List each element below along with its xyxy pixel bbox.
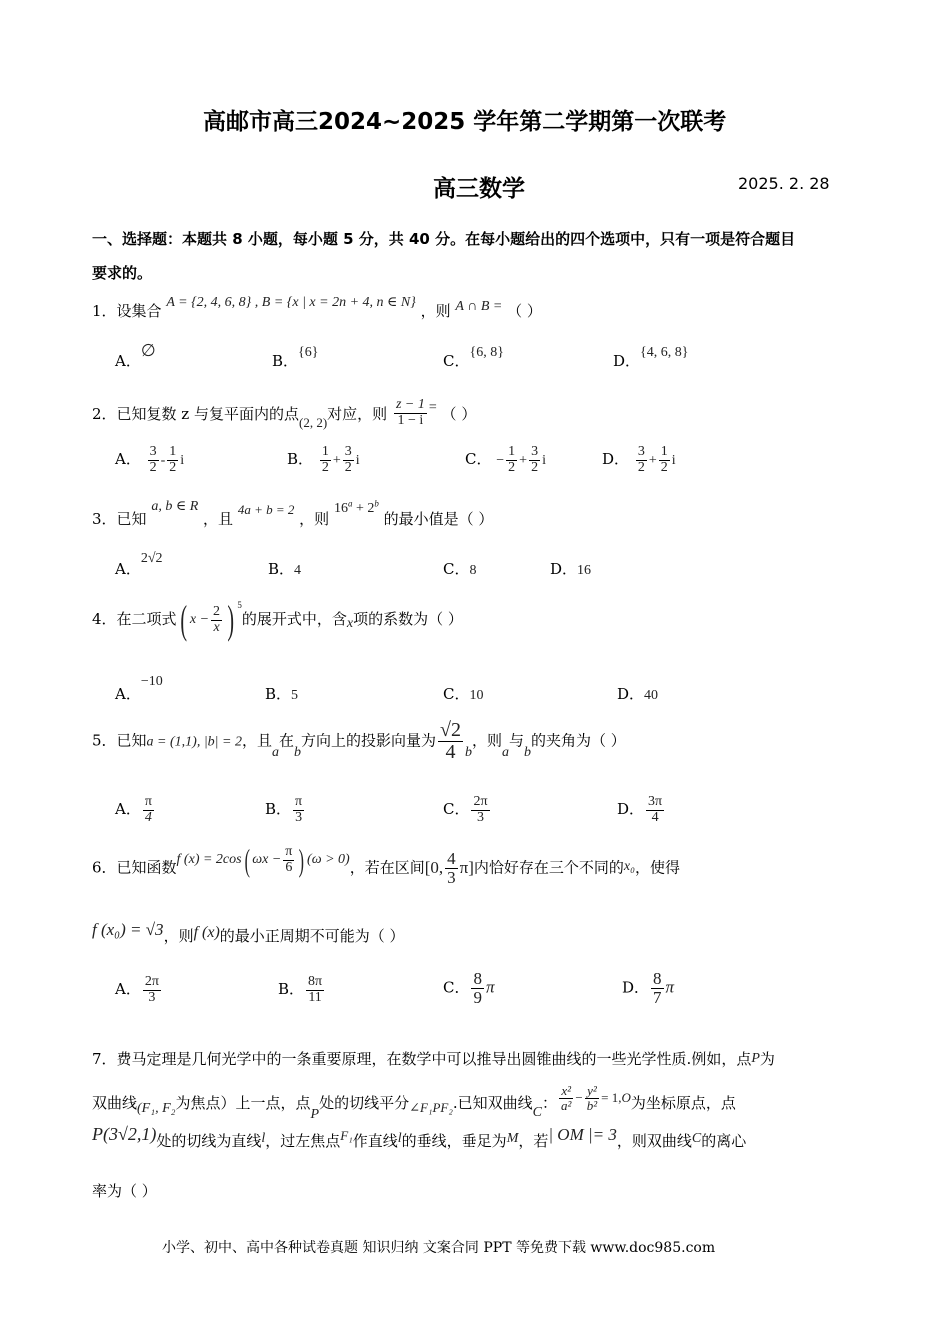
q7-point: P(3√2,1): [92, 1124, 157, 1144]
q3-cond2: 4a + b = 2: [237, 502, 295, 517]
q1-expr: A ∩ B =: [455, 299, 503, 314]
exam-date: 2025. 2. 28: [738, 174, 830, 193]
footer-link[interactable]: 小学、初中、高中各种试卷真题 知识归纳 文案合同 PPT 等免费下载 www.doc985.com: [162, 1240, 716, 1256]
q6-option-c[interactable]: C． $\frac{8}{9}$ π: [443, 969, 495, 1007]
section-heading-cont: 要求的。: [92, 264, 153, 282]
q2-option-c[interactable]: C． − $\frac{1}{2}$ + $\frac{3}{2}$ i: [465, 444, 546, 475]
q3-cond1: a, b ∈ R: [151, 499, 199, 514]
question-3: 3．已知 a, b ∈ R ，且 4a + b = 2 ，则 $16^a + 2^b$ 的最小值是（ ）: [92, 498, 494, 528]
q2-point: (2, 2): [298, 415, 328, 431]
q3-option-a[interactable]: A．2√2: [115, 551, 163, 578]
q7-hyperbola: $\frac{\text{x²}}{\text{a²}}$ − $\frac{\text{y²}}{\text{b²}}$ = 1, O: [561, 1083, 631, 1113]
q6-option-d[interactable]: D． $\frac{8}{7}$ π: [622, 969, 675, 1007]
q1-option-d[interactable]: D．{4, 6, 8}: [613, 345, 689, 370]
question-4: 4．在二项式 ( x − $\frac{2}{x}$ ) 5 的展开式中，含x项的系数为（ ）: [92, 597, 463, 642]
q1-blank: （ ）: [507, 302, 542, 320]
q6-interval: [0, $\frac{4}{3}$ π]: [424, 849, 474, 887]
q6-equation: f (x₀) = √3: [92, 920, 164, 939]
subject-title: 高三数学: [433, 176, 525, 202]
question-7-line1: 7．费马定理是几何光学中的一条重要原理，在数学中可以推导出圆锥曲线的一些光学性质.例如，点P为: [92, 1050, 775, 1068]
q1-prefix: 1．设集合: [92, 302, 162, 320]
q3-option-d[interactable]: D．16: [550, 560, 592, 578]
q5-condition: a = (1,1), |b| = 2: [146, 734, 242, 750]
question-7-line2: 双曲线(F₁, F₂为焦点）上一点，点P处的切线平分∠F₁PF₂.已知双曲线C： $\frac{\text{x²}}{\text{a²}}$ − $\frac{\text{y²}}{\text{b²}}$ = 1, O 为坐标原点，点: [92, 1083, 736, 1123]
q2-text-b: 对应，则: [327, 405, 388, 424]
q3-expr: $16^a + 2^b$: [333, 498, 379, 516]
q1-option-c[interactable]: C．{6, 8}: [443, 345, 504, 370]
q1-sets: A = {2, 4, 6, 8} , B = {x | x = 2n + 4, n ∈ N}: [166, 295, 416, 310]
question-6: 6．已知函数 f (x) = 2cos ( ωx − $\frac{\pi}{6}$ ) (ω > 0) ，若在区间 [0, $\frac{4}{3}$ π] 内恰好存在三个不同的x₀，使得: [92, 842, 680, 887]
question-7-line3: P(3√2,1)处的切线为直线l，过左焦点F₁作直线l的垂线，垂足为M，若| OM |= 3，则双曲线C的离心: [92, 1124, 747, 1150]
q5-projection: $\frac{√2}{4}$: [440, 719, 461, 763]
q4-option-d[interactable]: D．40: [617, 685, 659, 703]
q2-option-b[interactable]: B． $\frac{1}{2}$ + $\frac{3}{2}$ i: [287, 444, 360, 475]
q1-tail: ，则: [420, 302, 451, 320]
q4-option-a[interactable]: A．−10: [115, 674, 163, 703]
q2-text-a: 2．已知复数 z 与复平面内的点: [92, 405, 299, 424]
q1-option-a[interactable]: A．∅: [115, 341, 156, 370]
q5-option-d[interactable]: D． $\frac{3\pi}{4}$: [617, 794, 663, 825]
q6-option-a[interactable]: A． $\frac{2\pi}{3}$: [115, 974, 159, 1005]
q4-binomial: ( x − $\frac{2}{x}$ ) 5: [179, 597, 242, 642]
question-7-line4: 率为（ ）: [92, 1182, 157, 1200]
question-5: 5．已知a = (1,1), |b| = 2，且a在b方向上的投影向量为 $\frac{√2}{4}$ b，则a与b的夹角为（ ）: [92, 719, 626, 763]
q2-blank: （ ）: [441, 405, 477, 424]
q1-option-b[interactable]: B．{6}: [272, 345, 319, 370]
q5-option-a[interactable]: A． $\frac{\pi}{4}$: [115, 794, 152, 825]
q4-option-c[interactable]: C．10: [443, 685, 484, 703]
exam-title: 高邮市高三2024~2025 学年第二学期第一次联考: [203, 109, 727, 135]
q5-option-b[interactable]: B． $\frac{\pi}{3}$: [265, 794, 303, 825]
section-heading: 一、选择题：本题共 8 小题，每小题 5 分，共 40 分。在每小题给出的四个选项中，只有一项是符合题目: [92, 230, 796, 248]
question-2: 2．已知复数 z 与复平面内的点(2, 2)对应，则 $\frac{z - 1}{1 - i}$ = （ ）: [92, 397, 477, 431]
q6-option-b[interactable]: B． $\frac{8\pi}{11}$: [278, 974, 323, 1005]
q2-fraction: $\frac{z - 1}{1 - i}$: [395, 397, 425, 428]
q5-option-c[interactable]: C． $\frac{2\pi}{3}$: [443, 794, 488, 825]
q4-option-b[interactable]: B．5: [265, 685, 299, 703]
q2-option-a[interactable]: A． $\frac{3}{2}$ - $\frac{1}{2}$ i: [115, 444, 185, 475]
q6-function: f (x) = 2cos ( ωx − $\frac{\pi}{6}$ ) (ω > 0): [176, 842, 350, 879]
q3-option-b[interactable]: B．4: [268, 560, 302, 578]
question-6-line2: f (x₀) = √3，则f (x)的最小正周期不可能为（ ）: [92, 920, 405, 945]
q3-option-c[interactable]: C．8: [443, 560, 477, 578]
q2-option-d[interactable]: D． $\frac{3}{2}$ + $\frac{1}{2}$ i: [602, 444, 676, 475]
question-1: [92, 295, 542, 321]
